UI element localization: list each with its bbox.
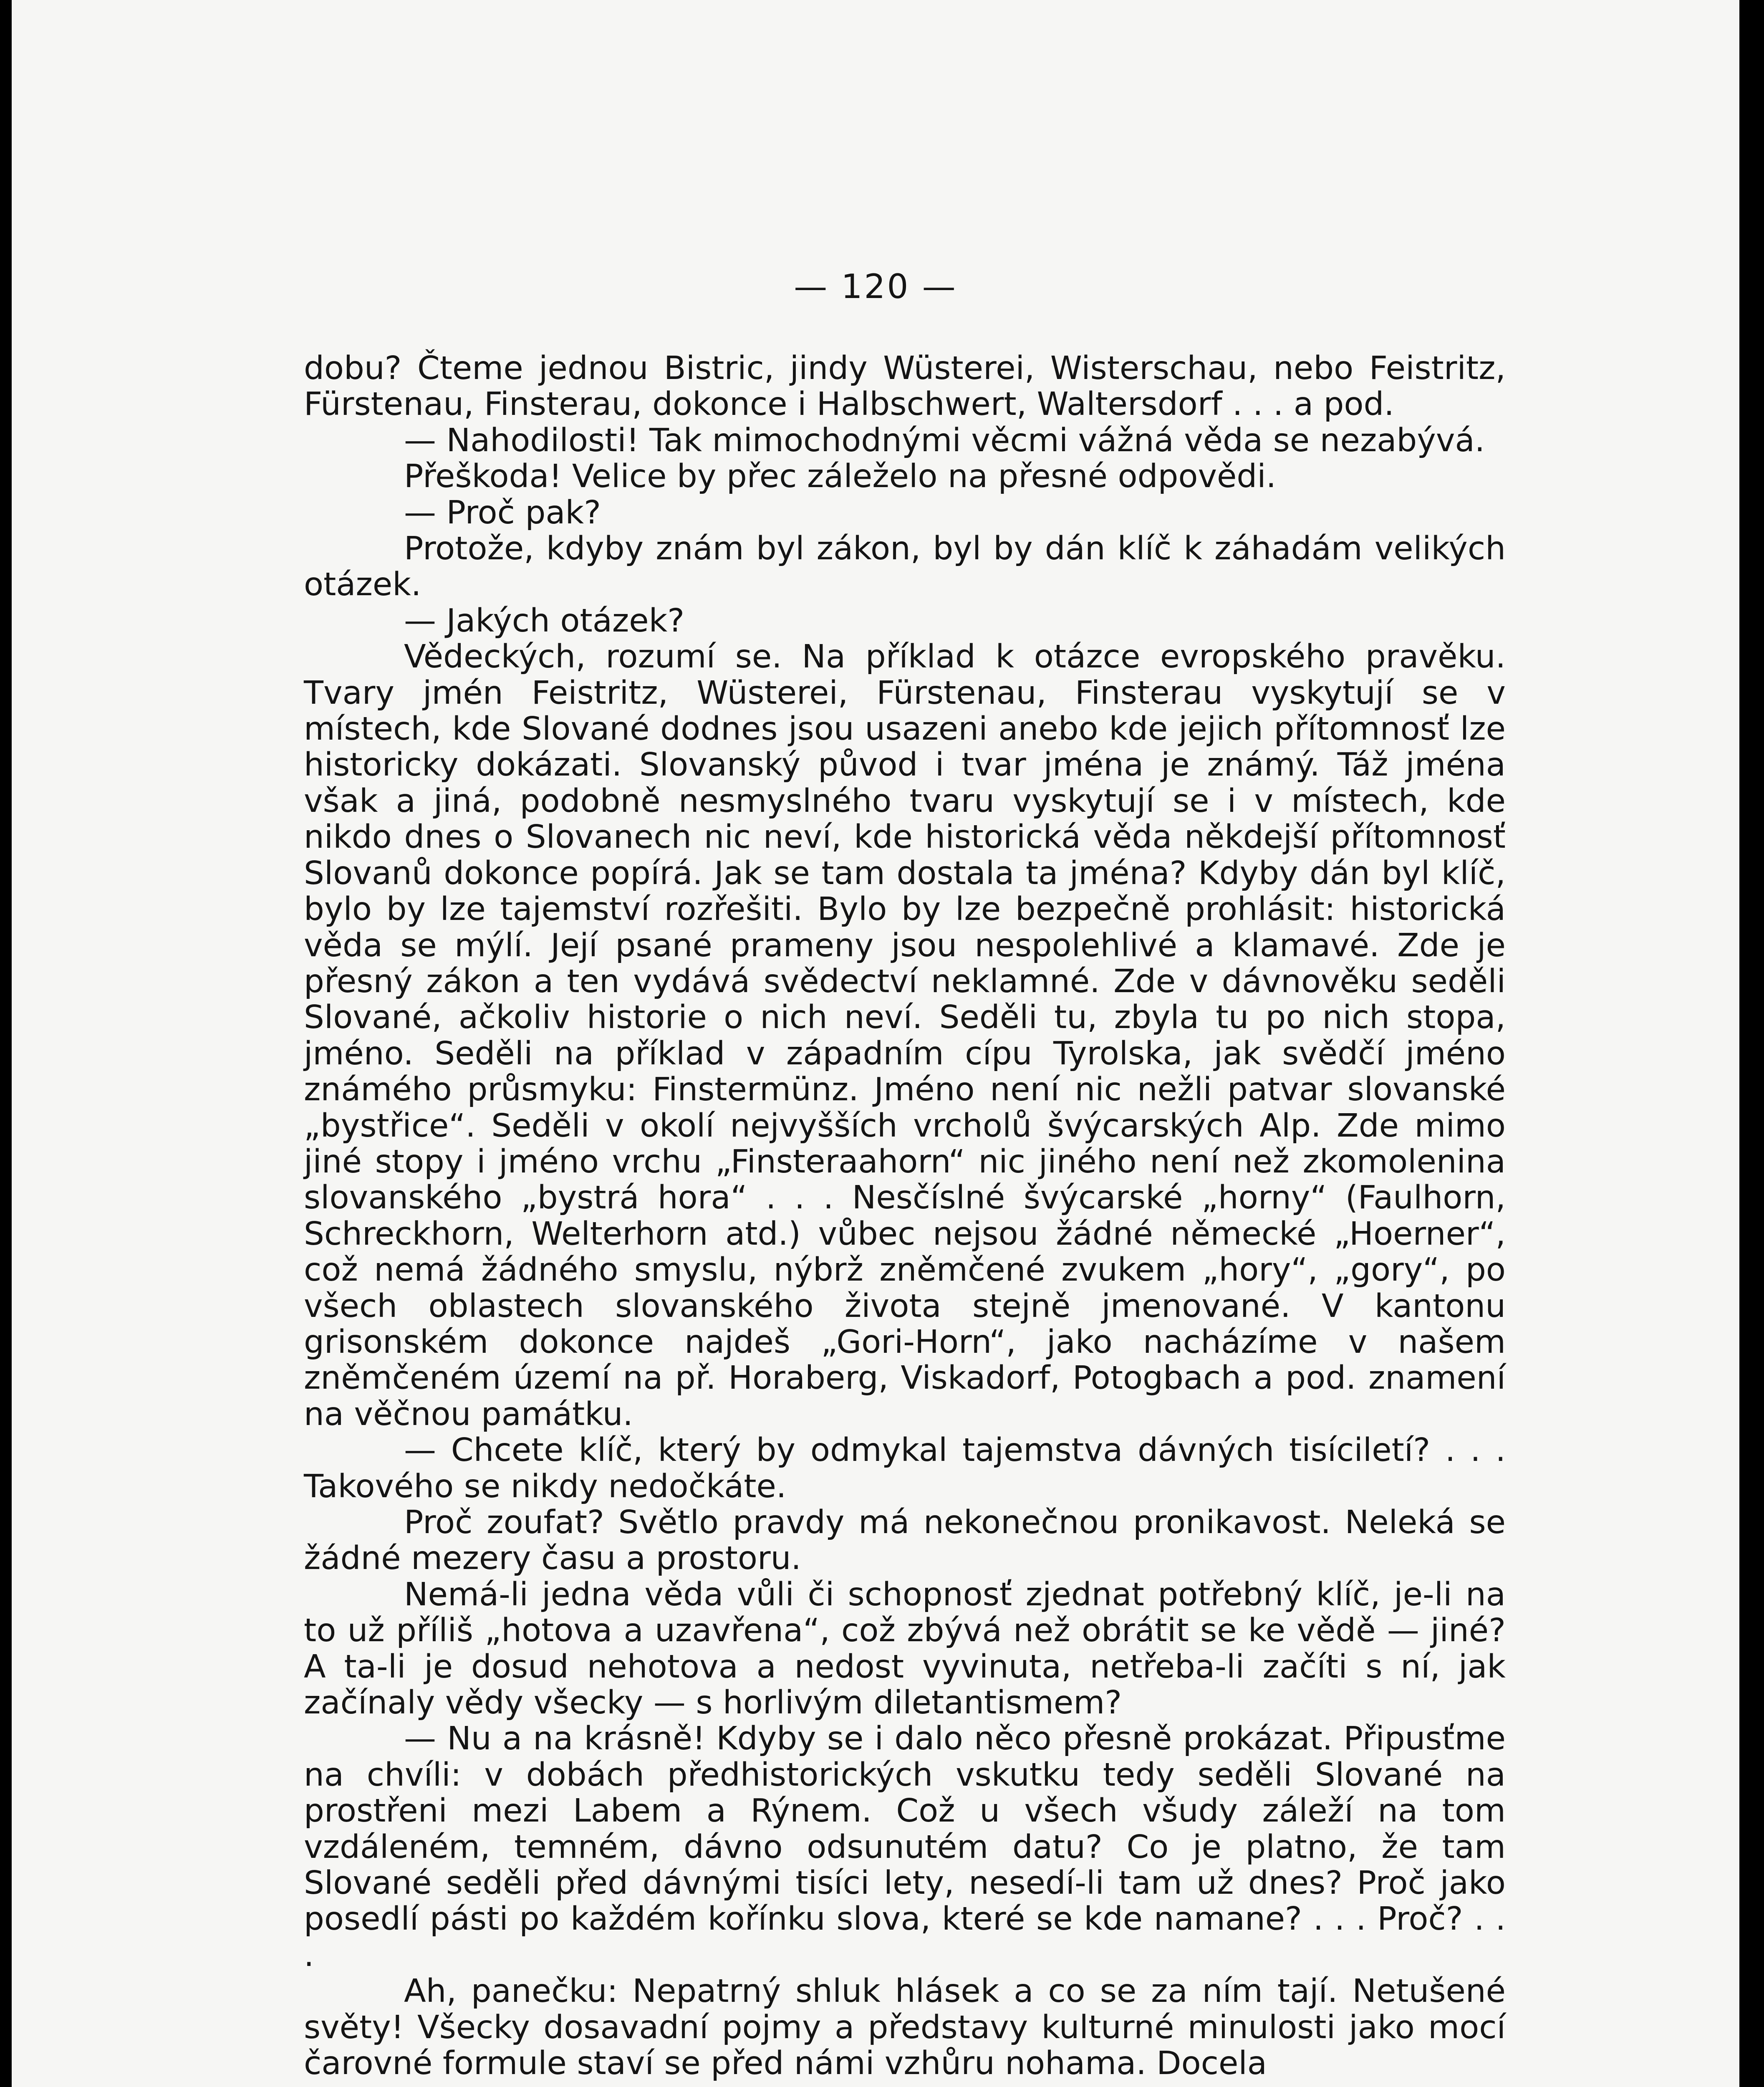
paragraph: dobu? Čteme jednou Bistric, jindy Wüsterei, Wisterschau, nebo Feistritz, Fürstenau, Finsterau, dokonce i Halbschwert, Waltersdorf . . . a pod. bbox=[304, 350, 1506, 423]
paragraph: Nemá-li jedna věda vůli či schopnosť zjednat potřebný klíč, je-li na to už příliš „hotova a uzavřena“, což zbývá než obrátit se ke vědě — jiné? A ta-li je dosud nehotova a nedost vyvinuta, netřeba-li začíti s ní, jak začínaly vědy všecky — s horlivým diletantismem? bbox=[304, 1576, 1506, 1722]
paragraph: Přeškoda! Velice by přec záleželo na přesné odpovědi. bbox=[404, 458, 1277, 495]
paragraph: Vědeckých, rozumí se. Na příklad k otázce evropského pravěku. Tvary jmén Feistritz, Wüsterei, Fürstenau, Finsterau vyskytují se v místech, kde Slované dodnes jsou usazeni anebo kde jejich přítomnosť lze historicky dokázati. Slovanský původ i tvar jména je známý. Táž jména však a jiná, podobně nesmyslného tvaru vyskytují se i v místech, kde nikdo dnes o Slovanech nic neví, kde historická věda někdejší přítomnosť Slovanů dokonce popírá. Jak se tam dostala ta jména? Kdyby dán byl klíč, bylo by lze tajemství rozřešiti. Bylo by lze bezpečně prohlásit: historická věda se mýlí. Její psané prameny jsou nespolehlivé a klamavé. Zde je přesný zákon a ten vydává svědectví neklamné. Zde v dávnověku seděli Slované, ačkoliv historie o nich neví. Seděli tu, zbyla tu po nich stopa, jméno. Seděli na příklad v západním cípu Tyrolska, jak svědčí jméno známého průsmyku: Finstermünz. Jméno není nic nežli patvar slovanské „bystřice“. Seděli v okolí nejvyšších vrcholů švýcarských Alp. Zde mimo jiné stopy i jméno vrchu „Finsteraahorn“ nic jiného není než zkomolenina slovanského „bystrá hora“ . . . Nesčíslné švýcarské „horny“ (Faulhorn, Schreckhorn, Welterhorn atd.) vůbec nejsou žádné německé „Hoerner“, což nemá žádného smyslu, nýbrž zněmčené zvukem „hory“, „gory“, po všech oblastech slovanského života stejně jmenované. V kantonu grisonském dokonce najdeš „Gori-Horn“, jako nacházíme v našem zněmčeném území na př. Horaberg, Viskadorf, Potogbach a pod. znamení na věčnou památku. bbox=[304, 638, 1506, 1433]
paragraph: — Proč pak? bbox=[404, 494, 601, 531]
paragraph: Protože, kdyby znám byl zákon, byl by dán klíč k záhadám velikých otázek. bbox=[304, 530, 1506, 604]
body-text bbox=[304, 351, 1506, 2082]
paragraph: Ah, panečku: Nepatrný shluk hlásek a co se za ním tají. Netušené světy! Všecky dosavadní pojmy a představy kulturné minulosti jako mocí čarovné formule staví se před námi vzhůru nohama. Docela bbox=[304, 1973, 1506, 2082]
paragraph: — Nahodilosti! Tak mimochodnými věcmi vážná věda se nezabývá. bbox=[404, 422, 1485, 459]
paragraph: — Nu a na krásně! Kdyby se i dalo něco přesně prokázat. Připusťme na chvíli: v dobách předhistorických vskutku tedy seděli Slované na prostřeni mezi Labem a Rýnem. Což u všech všudy záleží na tom vzdáleném, temném, dávno odsunutém datu? Co je platno, že tam Slované seděli před dávnými tisíci lety, nesedí-li tam už dnes? Proč jako posedlí pásti po každém kořínku slova, které se kde namane? . . . Proč? . . . bbox=[304, 1720, 1506, 1974]
paragraph: — Jakých otázek? bbox=[404, 602, 685, 639]
book-page bbox=[12, 0, 1739, 2087]
page-number: — 120 — bbox=[794, 267, 957, 306]
paragraph: Proč zoufat? Světlo pravdy má nekonečnou pronikavost. Neleká se žádné mezery času a prostoru. bbox=[304, 1504, 1506, 1577]
paragraph: — Chcete klíč, který by odmykal tajemstva dávných tisíciletí? . . . Takového se nikdy nedočkáte. bbox=[304, 1432, 1506, 1505]
